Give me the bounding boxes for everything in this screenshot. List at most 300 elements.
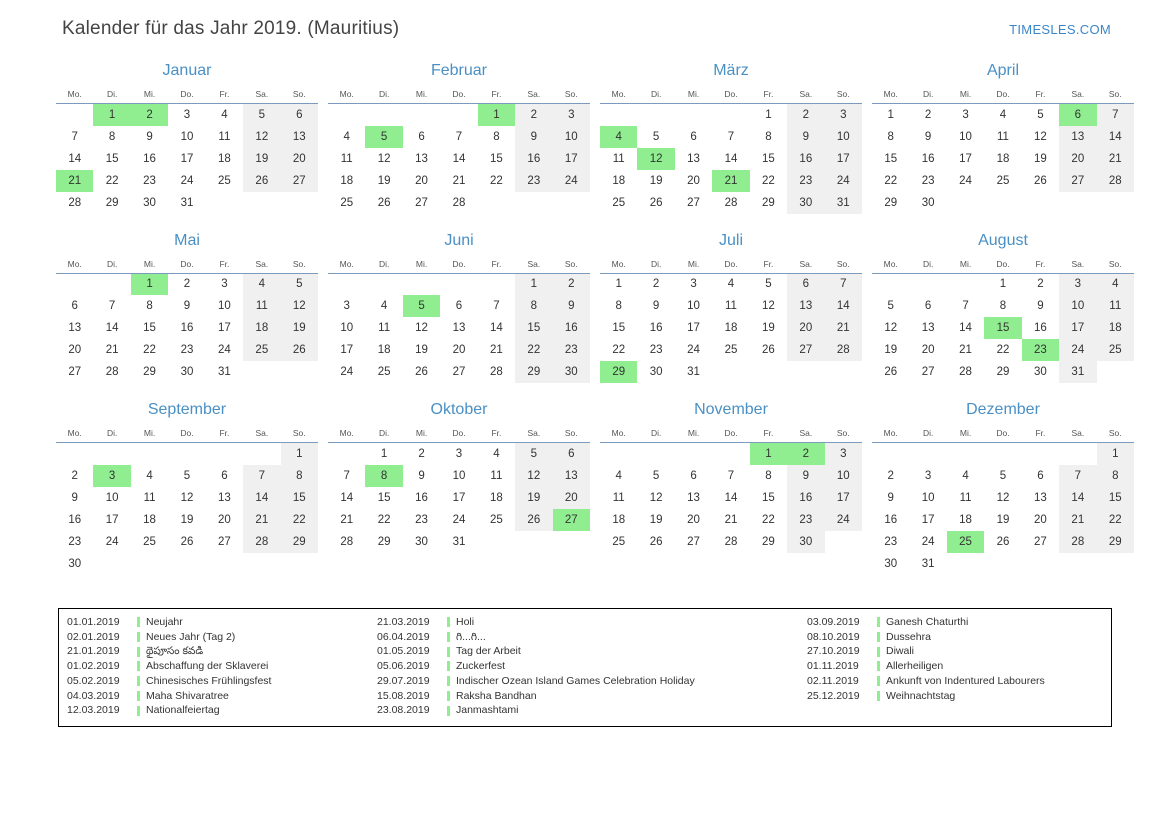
day-cell[interactable]: 27 (281, 170, 318, 192)
day-cell[interactable]: 15 (281, 487, 318, 509)
day-cell[interactable]: 18 (724, 322, 738, 334)
day-cell[interactable]: 13 (415, 152, 428, 165)
day-cell[interactable]: 29 (762, 196, 775, 209)
day-cell[interactable]: 30 (143, 196, 156, 209)
day-cell[interactable]: 22 (377, 513, 391, 526)
day-cell[interactable]: 10 (452, 469, 466, 482)
day-cell[interactable]: 1 (999, 278, 1007, 291)
day-cell[interactable]: 25 (724, 344, 738, 356)
day-cell[interactable]: 4 (221, 108, 228, 121)
day-cell[interactable]: 9 (787, 465, 824, 487)
day-cell[interactable]: 25 (996, 174, 1010, 187)
day-cell[interactable]: 19 (1034, 152, 1047, 165)
day-cell-holiday[interactable]: 5 (365, 126, 402, 148)
day-cell-holiday[interactable]: 21 (56, 170, 93, 192)
day-cell[interactable]: 18 (243, 317, 280, 339)
day-cell[interactable]: 24 (921, 535, 935, 548)
day-cell[interactable]: 28 (959, 366, 972, 378)
day-cell[interactable]: 17 (921, 513, 935, 526)
day-cell[interactable]: 4 (146, 469, 153, 482)
day-cell[interactable]: 31 (921, 557, 935, 570)
day-cell[interactable]: 19 (180, 513, 194, 526)
day-cell-holiday[interactable]: 25 (947, 531, 984, 553)
day-cell[interactable]: 19 (377, 174, 391, 187)
day-cell[interactable]: 23 (787, 170, 824, 192)
day-cell[interactable]: 14 (1059, 487, 1096, 509)
day-cell[interactable]: 20 (281, 148, 318, 170)
day-cell[interactable]: 7 (455, 130, 463, 143)
day-cell[interactable]: 8 (765, 130, 772, 143)
day-cell[interactable]: 10 (959, 130, 972, 143)
day-cell-holiday[interactable]: 3 (93, 465, 130, 487)
day-cell[interactable]: 18 (612, 174, 626, 187)
day-cell[interactable]: 21 (490, 344, 503, 356)
day-cell[interactable]: 5 (765, 278, 772, 291)
day-cell[interactable]: 19 (649, 174, 663, 187)
day-cell[interactable]: 19 (415, 344, 428, 356)
day-cell[interactable]: 3 (825, 104, 862, 126)
day-cell[interactable]: 15 (377, 491, 391, 504)
day-cell[interactable]: 5 (652, 469, 660, 482)
day-cell[interactable]: 17 (452, 491, 466, 504)
day-cell[interactable]: 31 (452, 535, 466, 548)
day-cell[interactable]: 8 (146, 300, 153, 312)
day-cell[interactable]: 16 (1034, 322, 1047, 334)
day-cell[interactable]: 28 (452, 196, 466, 209)
day-cell[interactable]: 15 (884, 152, 898, 165)
day-cell[interactable]: 3 (690, 278, 697, 291)
day-cell[interactable]: 12 (515, 465, 552, 487)
day-cell[interactable]: 16 (515, 148, 552, 170)
day-cell[interactable]: 21 (452, 174, 466, 187)
day-cell[interactable]: 23 (180, 344, 194, 356)
day-cell[interactable]: 7 (343, 469, 350, 482)
day-cell[interactable]: 2 (553, 273, 590, 295)
day-cell[interactable]: 2 (924, 108, 932, 121)
day-cell[interactable]: 15 (143, 322, 156, 334)
day-cell[interactable]: 14 (490, 322, 503, 334)
day-cell[interactable]: 19 (515, 487, 552, 509)
day-cell[interactable]: 9 (787, 126, 824, 148)
day-cell[interactable]: 3 (221, 278, 228, 291)
day-cell[interactable]: 13 (687, 491, 700, 504)
day-cell[interactable]: 26 (180, 535, 194, 548)
day-cell[interactable]: 23 (415, 513, 428, 526)
day-cell[interactable]: 28 (724, 535, 738, 548)
day-cell[interactable]: 7 (962, 300, 969, 312)
day-cell[interactable]: 21 (825, 317, 862, 339)
day-cell[interactable]: 3 (962, 108, 969, 121)
day-cell[interactable]: 1 (615, 278, 622, 291)
day-cell[interactable]: 19 (243, 148, 280, 170)
day-cell[interactable]: 12 (243, 126, 280, 148)
day-cell[interactable]: 18 (1097, 317, 1134, 339)
day-cell[interactable]: 27 (921, 366, 935, 378)
day-cell[interactable]: 10 (218, 300, 231, 312)
day-cell[interactable]: 16 (787, 487, 824, 509)
day-cell[interactable]: 23 (143, 174, 156, 187)
day-cell[interactable]: 14 (724, 491, 738, 504)
day-cell[interactable]: 12 (1034, 130, 1047, 143)
day-cell[interactable]: 23 (921, 174, 935, 187)
day-cell[interactable]: 7 (493, 300, 500, 312)
day-cell[interactable]: 28 (243, 531, 280, 553)
day-cell[interactable]: 16 (415, 491, 428, 504)
day-cell[interactable]: 31 (1059, 361, 1096, 383)
day-cell[interactable]: 2 (183, 278, 191, 291)
day-cell[interactable]: 6 (1037, 469, 1044, 482)
day-cell[interactable]: 15 (515, 317, 552, 339)
day-cell[interactable]: 29 (377, 535, 391, 548)
day-cell[interactable]: 5 (1037, 108, 1044, 121)
day-cell[interactable]: 20 (553, 487, 590, 509)
day-cell-holiday[interactable]: 2 (787, 443, 824, 465)
day-cell[interactable]: 10 (553, 126, 590, 148)
day-cell[interactable]: 3 (343, 300, 350, 312)
day-cell-holiday[interactable]: 12 (637, 148, 674, 170)
day-cell[interactable]: 31 (825, 192, 862, 214)
day-cell[interactable]: 24 (452, 513, 466, 526)
day-cell[interactable]: 29 (996, 366, 1010, 378)
day-cell[interactable]: 22 (515, 339, 552, 361)
day-cell[interactable]: 12 (762, 300, 775, 312)
day-cell[interactable]: 26 (649, 535, 663, 548)
day-cell[interactable]: 2 (787, 104, 824, 126)
day-cell[interactable]: 18 (959, 513, 972, 526)
day-cell[interactable]: 10 (180, 130, 194, 143)
day-cell[interactable]: 16 (553, 317, 590, 339)
day-cell[interactable]: 1 (1097, 443, 1134, 465)
day-cell[interactable]: 2 (887, 469, 894, 482)
day-cell[interactable]: 9 (652, 300, 660, 312)
day-cell[interactable]: 21 (243, 509, 280, 531)
day-cell[interactable]: 30 (68, 557, 82, 570)
day-cell-holiday[interactable]: 21 (712, 170, 749, 192)
day-cell[interactable]: 19 (884, 344, 898, 356)
day-cell[interactable]: 15 (105, 152, 119, 165)
day-cell[interactable]: 10 (340, 322, 354, 334)
day-cell[interactable]: 26 (415, 366, 428, 378)
day-cell[interactable]: 9 (515, 126, 552, 148)
day-cell[interactable]: 18 (340, 174, 354, 187)
day-cell[interactable]: 5 (281, 273, 318, 295)
day-cell[interactable]: 10 (825, 126, 862, 148)
day-cell[interactable]: 5 (183, 469, 191, 482)
day-cell[interactable]: 13 (218, 491, 231, 504)
day-cell[interactable]: 13 (921, 322, 935, 334)
day-cell[interactable]: 6 (690, 130, 697, 143)
day-cell[interactable]: 13 (1034, 491, 1047, 504)
day-cell[interactable]: 11 (340, 152, 353, 165)
day-cell-holiday[interactable]: 15 (984, 317, 1021, 339)
day-cell[interactable]: 14 (825, 295, 862, 317)
day-cell[interactable]: 16 (787, 148, 824, 170)
day-cell[interactable]: 31 (218, 366, 231, 378)
day-cell[interactable]: 10 (921, 491, 935, 504)
day-cell[interactable]: 9 (71, 491, 78, 504)
day-cell[interactable]: 22 (105, 174, 119, 187)
day-cell[interactable]: 7 (108, 300, 116, 312)
day-cell-holiday[interactable]: 1 (478, 104, 515, 126)
day-cell[interactable]: 1 (765, 108, 772, 121)
day-cell[interactable]: 8 (615, 300, 622, 312)
day-cell[interactable]: 23 (649, 344, 663, 356)
day-cell[interactable]: 30 (180, 366, 194, 378)
day-cell-holiday[interactable]: 4 (600, 126, 637, 148)
day-cell[interactable]: 3 (183, 108, 191, 121)
day-cell[interactable]: 6 (455, 300, 463, 312)
day-cell[interactable]: 4 (962, 469, 969, 482)
day-cell[interactable]: 30 (415, 535, 428, 548)
day-cell[interactable]: 20 (1034, 513, 1047, 526)
day-cell[interactable]: 28 (724, 196, 738, 209)
day-cell[interactable]: 18 (490, 491, 503, 504)
day-cell[interactable]: 22 (281, 509, 318, 531)
day-cell[interactable]: 27 (787, 339, 824, 361)
day-cell[interactable]: 25 (218, 174, 231, 187)
day-cell[interactable]: 15 (490, 152, 503, 165)
day-cell[interactable]: 11 (490, 469, 503, 482)
day-cell[interactable]: 5 (887, 300, 894, 312)
day-cell[interactable]: 6 (787, 273, 824, 295)
day-cell[interactable]: 20 (68, 344, 82, 356)
day-cell[interactable]: 13 (452, 322, 466, 334)
day-cell[interactable]: 2 (515, 104, 552, 126)
day-cell[interactable]: 27 (687, 535, 700, 548)
day-cell[interactable]: 6 (281, 104, 318, 126)
day-cell[interactable]: 7 (727, 469, 735, 482)
day-cell[interactable]: 10 (825, 465, 862, 487)
day-cell[interactable]: 2 (71, 469, 78, 482)
day-cell[interactable]: 18 (377, 344, 391, 356)
day-cell[interactable]: 11 (612, 152, 625, 165)
day-cell[interactable]: 23 (787, 509, 824, 531)
day-cell[interactable]: 25 (1097, 339, 1134, 361)
day-cell[interactable]: 14 (959, 322, 972, 334)
day-cell[interactable]: 9 (553, 295, 590, 317)
day-cell[interactable]: 4 (493, 447, 500, 460)
day-cell[interactable]: 9 (418, 469, 425, 482)
day-cell[interactable]: 16 (921, 152, 935, 165)
day-cell[interactable]: 24 (553, 170, 590, 192)
day-cell[interactable]: 12 (649, 491, 663, 504)
day-cell[interactable]: 28 (825, 339, 862, 361)
day-cell[interactable]: 20 (415, 174, 428, 187)
day-cell[interactable]: 12 (996, 491, 1010, 504)
day-cell[interactable]: 9 (887, 491, 894, 504)
day-cell[interactable]: 8 (887, 130, 894, 143)
day-cell[interactable]: 12 (377, 152, 391, 165)
day-cell[interactable]: 27 (218, 535, 231, 548)
day-cell[interactable]: 29 (281, 531, 318, 553)
day-cell[interactable]: 10 (687, 300, 700, 312)
day-cell[interactable]: 17 (825, 148, 862, 170)
day-cell[interactable]: 12 (415, 322, 428, 334)
day-cell[interactable]: 3 (455, 447, 463, 460)
day-cell[interactable]: 17 (340, 344, 354, 356)
day-cell[interactable]: 8 (108, 130, 116, 143)
day-cell[interactable]: 27 (68, 366, 82, 378)
day-cell[interactable]: 6 (418, 130, 425, 143)
day-cell[interactable]: 11 (725, 300, 737, 312)
day-cell[interactable]: 15 (762, 152, 775, 165)
day-cell[interactable]: 16 (884, 513, 898, 526)
day-cell[interactable]: 30 (921, 196, 935, 209)
day-cell[interactable]: 14 (1097, 126, 1134, 148)
day-cell[interactable]: 30 (1034, 366, 1047, 378)
day-cell[interactable]: 8 (1097, 465, 1134, 487)
day-cell[interactable]: 26 (281, 339, 318, 361)
day-cell[interactable]: 4 (727, 278, 735, 291)
day-cell[interactable]: 31 (180, 196, 194, 209)
day-cell[interactable]: 16 (649, 322, 663, 334)
day-cell-holiday[interactable]: 1 (131, 273, 168, 295)
day-cell[interactable]: 17 (687, 322, 700, 334)
day-cell[interactable]: 8 (493, 130, 500, 143)
day-cell[interactable]: 11 (143, 491, 156, 504)
day-cell[interactable]: 11 (997, 130, 1009, 143)
day-cell[interactable]: 20 (787, 317, 824, 339)
day-cell[interactable]: 21 (105, 344, 119, 356)
day-cell[interactable]: 30 (884, 557, 898, 570)
day-cell[interactable]: 28 (490, 366, 503, 378)
day-cell[interactable]: 24 (340, 366, 354, 378)
day-cell[interactable]: 21 (724, 513, 738, 526)
day-cell[interactable]: 20 (218, 513, 231, 526)
day-cell[interactable]: 17 (959, 152, 972, 165)
day-cell[interactable]: 21 (1059, 509, 1096, 531)
day-cell[interactable]: 3 (924, 469, 932, 482)
day-cell[interactable]: 19 (996, 513, 1010, 526)
day-cell[interactable]: 30 (553, 361, 590, 383)
day-cell[interactable]: 5 (999, 469, 1007, 482)
day-cell[interactable]: 26 (762, 344, 775, 356)
day-cell[interactable]: 13 (687, 152, 700, 165)
day-cell[interactable]: 16 (68, 513, 82, 526)
day-cell[interactable]: 24 (218, 344, 231, 356)
site-brand-link[interactable]: TIMESLES.COM (1009, 22, 1111, 37)
day-cell[interactable]: 1 (281, 443, 318, 465)
day-cell[interactable]: 7 (1059, 465, 1096, 487)
day-cell[interactable]: 28 (1097, 170, 1134, 192)
day-cell[interactable]: 6 (924, 300, 932, 312)
day-cell[interactable]: 3 (825, 443, 862, 465)
day-cell[interactable]: 11 (612, 491, 625, 504)
day-cell[interactable]: 18 (996, 152, 1010, 165)
day-cell[interactable]: 27 (1034, 535, 1047, 548)
day-cell[interactable]: 5 (515, 443, 552, 465)
day-cell[interactable]: 25 (243, 339, 280, 361)
day-cell[interactable]: 26 (1034, 174, 1047, 187)
day-cell[interactable]: 25 (612, 535, 626, 548)
day-cell[interactable]: 29 (1097, 531, 1134, 553)
day-cell[interactable]: 17 (218, 322, 231, 334)
day-cell[interactable]: 9 (183, 300, 191, 312)
day-cell[interactable]: 24 (180, 174, 194, 187)
day-cell[interactable]: 31 (687, 366, 700, 378)
day-cell[interactable]: 24 (959, 174, 972, 187)
day-cell[interactable]: 4 (999, 108, 1007, 121)
day-cell-holiday[interactable]: 8 (365, 465, 402, 487)
day-cell-holiday[interactable]: 29 (600, 361, 637, 383)
day-cell[interactable]: 8 (765, 469, 772, 482)
day-cell[interactable]: 5 (652, 130, 660, 143)
day-cell[interactable]: 7 (825, 273, 862, 295)
day-cell[interactable]: 6 (221, 469, 228, 482)
day-cell[interactable]: 4 (380, 300, 388, 312)
day-cell[interactable]: 28 (105, 366, 119, 378)
day-cell[interactable]: 12 (180, 491, 194, 504)
day-cell[interactable]: 4 (243, 273, 280, 295)
day-cell[interactable]: 2 (418, 447, 425, 460)
day-cell[interactable]: 22 (1097, 509, 1134, 531)
day-cell[interactable]: 21 (1097, 148, 1134, 170)
day-cell[interactable]: 1 (515, 273, 552, 295)
day-cell[interactable]: 2 (652, 278, 660, 291)
day-cell[interactable]: 14 (68, 152, 82, 165)
day-cell[interactable]: 22 (762, 513, 775, 526)
day-cell[interactable]: 25 (340, 196, 354, 209)
day-cell[interactable]: 25 (490, 513, 503, 526)
day-cell[interactable]: 4 (343, 130, 350, 143)
day-cell[interactable]: 23 (884, 535, 898, 548)
day-cell[interactable]: 24 (825, 509, 862, 531)
day-cell[interactable]: 26 (884, 366, 898, 378)
day-cell[interactable]: 21 (959, 344, 972, 356)
day-cell-holiday[interactable]: 1 (750, 443, 787, 465)
day-cell[interactable]: 4 (1097, 273, 1134, 295)
day-cell[interactable]: 15 (1097, 487, 1134, 509)
day-cell[interactable]: 11 (1097, 295, 1134, 317)
day-cell-holiday[interactable]: 27 (553, 509, 590, 531)
day-cell[interactable]: 2 (1037, 278, 1044, 291)
day-cell[interactable]: 6 (553, 443, 590, 465)
day-cell[interactable]: 3 (1059, 273, 1096, 295)
day-cell[interactable]: 12 (281, 295, 318, 317)
day-cell-holiday[interactable]: 6 (1059, 104, 1096, 126)
day-cell[interactable]: 30 (787, 192, 824, 214)
day-cell[interactable]: 9 (924, 130, 932, 143)
day-cell[interactable]: 30 (649, 366, 663, 378)
day-cell[interactable]: 20 (1059, 148, 1096, 170)
day-cell[interactable]: 14 (340, 491, 354, 504)
day-cell[interactable]: 23 (553, 339, 590, 361)
day-cell[interactable]: 22 (143, 344, 156, 356)
day-cell[interactable]: 27 (1059, 170, 1096, 192)
day-cell[interactable]: 17 (180, 152, 194, 165)
day-cell[interactable]: 19 (762, 322, 775, 334)
day-cell[interactable]: 29 (884, 196, 898, 209)
day-cell[interactable]: 15 (612, 322, 626, 334)
day-cell-holiday[interactable]: 5 (403, 295, 440, 317)
day-cell[interactable]: 9 (146, 130, 153, 143)
day-cell[interactable]: 24 (105, 535, 119, 548)
day-cell[interactable]: 25 (612, 196, 626, 209)
day-cell[interactable]: 14 (452, 152, 466, 165)
day-cell[interactable]: 7 (1097, 104, 1134, 126)
day-cell[interactable]: 23 (68, 535, 82, 548)
day-cell[interactable]: 7 (243, 465, 280, 487)
day-cell[interactable]: 11 (218, 130, 231, 143)
day-cell[interactable]: 14 (243, 487, 280, 509)
day-cell[interactable]: 8 (281, 465, 318, 487)
day-cell[interactable]: 28 (1059, 531, 1096, 553)
day-cell[interactable]: 1 (887, 108, 894, 121)
day-cell[interactable]: 22 (762, 174, 775, 187)
day-cell[interactable]: 21 (340, 513, 354, 526)
day-cell[interactable]: 13 (553, 465, 590, 487)
day-cell[interactable]: 26 (996, 535, 1010, 548)
